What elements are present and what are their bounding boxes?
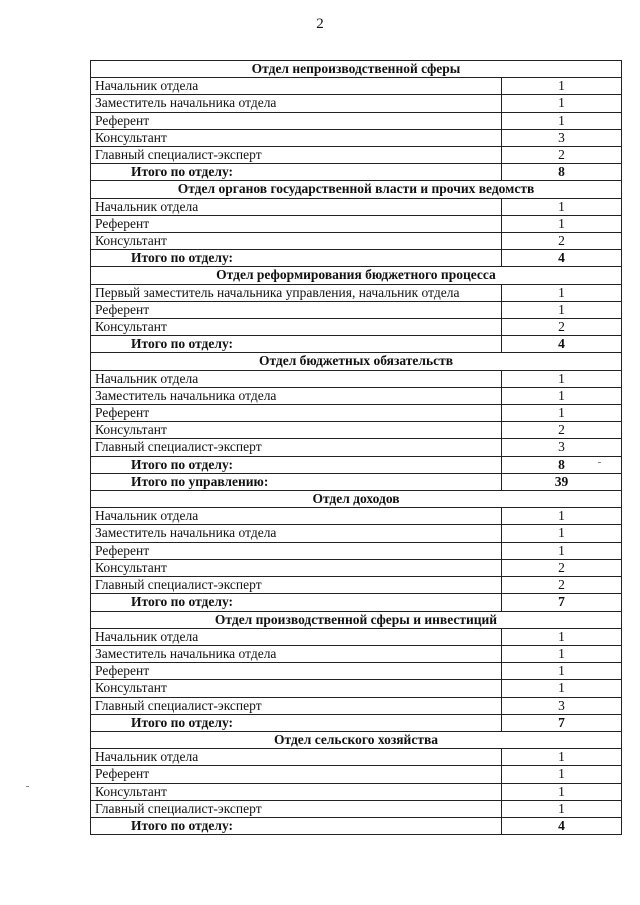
total-label: Итого по управлению: xyxy=(91,473,502,490)
section-header-row xyxy=(91,491,622,508)
count-cell: 1 xyxy=(502,284,622,301)
position-cell: Начальник отдела xyxy=(91,198,502,215)
table-row xyxy=(91,422,622,439)
count-cell: 3 xyxy=(502,439,622,456)
position-cell: Консультант xyxy=(91,319,502,336)
position-cell: Начальник отдела xyxy=(91,78,502,95)
total-label: Итого по отделу: xyxy=(91,164,502,181)
count-cell: 3 xyxy=(502,129,622,146)
section-header-row xyxy=(91,181,622,198)
total-value: 4 xyxy=(502,817,622,834)
table-row xyxy=(91,525,622,542)
count-cell: 1 xyxy=(502,542,622,559)
total-label: Итого по отделу: xyxy=(91,594,502,611)
total-value: 8 xyxy=(502,164,622,181)
table-row xyxy=(91,284,622,301)
table-row xyxy=(91,628,622,645)
total-row xyxy=(91,456,622,473)
position-cell: Референт xyxy=(91,112,502,129)
count-cell: 1 xyxy=(502,766,622,783)
position-cell: Главный специалист-эксперт xyxy=(91,800,502,817)
position-cell: Начальник отдела xyxy=(91,370,502,387)
count-cell: 1 xyxy=(502,198,622,215)
table-row xyxy=(91,78,622,95)
table-row xyxy=(91,766,622,783)
staffing-table xyxy=(90,60,622,835)
section-header-row xyxy=(91,353,622,370)
table-row xyxy=(91,663,622,680)
total-value: 7 xyxy=(502,594,622,611)
scan-speck xyxy=(26,786,29,787)
table-row xyxy=(91,542,622,559)
count-cell: 1 xyxy=(502,405,622,422)
total-value: 7 xyxy=(502,714,622,731)
total-label: Итого по отделу: xyxy=(91,250,502,267)
section-header-row xyxy=(91,267,622,284)
total-row xyxy=(91,594,622,611)
total-label: Итого по отделу: xyxy=(91,456,502,473)
total-row xyxy=(91,164,622,181)
position-cell: Главный специалист-эксперт xyxy=(91,697,502,714)
position-cell: Референт xyxy=(91,542,502,559)
count-cell: 1 xyxy=(502,663,622,680)
section-title: Отдел бюджетных обязательств xyxy=(91,353,622,370)
position-cell: Референт xyxy=(91,766,502,783)
table-row xyxy=(91,405,622,422)
total-row xyxy=(91,714,622,731)
table-row xyxy=(91,112,622,129)
total-label: Итого по отделу: xyxy=(91,817,502,834)
position-cell: Консультант xyxy=(91,129,502,146)
position-cell: Референт xyxy=(91,301,502,318)
position-cell: Заместитель начальника отдела xyxy=(91,525,502,542)
count-cell: 3 xyxy=(502,697,622,714)
count-cell: 1 xyxy=(502,783,622,800)
position-cell: Заместитель начальника отдела xyxy=(91,387,502,404)
count-cell: 1 xyxy=(502,508,622,525)
table-row xyxy=(91,387,622,404)
position-cell: Консультант xyxy=(91,559,502,576)
table-row xyxy=(91,439,622,456)
position-cell: Консультант xyxy=(91,422,502,439)
position-cell: Консультант xyxy=(91,680,502,697)
position-cell: Консультант xyxy=(91,783,502,800)
total-label: Итого по отделу: xyxy=(91,714,502,731)
count-cell: 1 xyxy=(502,645,622,662)
position-cell: Главный специалист-эксперт xyxy=(91,439,502,456)
count-cell: 1 xyxy=(502,301,622,318)
count-cell: 1 xyxy=(502,525,622,542)
section-header-row xyxy=(91,61,622,78)
count-cell: 2 xyxy=(502,233,622,250)
table-row xyxy=(91,749,622,766)
position-cell: Начальник отдела xyxy=(91,508,502,525)
section-title: Отдел доходов xyxy=(91,491,622,508)
section-header-row xyxy=(91,731,622,748)
table-row xyxy=(91,697,622,714)
position-cell: Заместитель начальника отдела xyxy=(91,95,502,112)
total-row xyxy=(91,336,622,353)
table-row xyxy=(91,233,622,250)
table-row xyxy=(91,129,622,146)
table-row xyxy=(91,301,622,318)
count-cell: 1 xyxy=(502,78,622,95)
page-number: 2 xyxy=(316,16,324,32)
total-label: Итого по отделу: xyxy=(91,336,502,353)
count-cell: 1 xyxy=(502,95,622,112)
table-row xyxy=(91,198,622,215)
position-cell: Заместитель начальника отдела xyxy=(91,645,502,662)
table-row xyxy=(91,95,622,112)
count-cell: 2 xyxy=(502,319,622,336)
position-cell: Начальник отдела xyxy=(91,749,502,766)
section-title: Отдел органов государственной власти и прочих ведомств xyxy=(91,181,622,198)
section-title: Отдел непроизводственной сферы xyxy=(91,61,622,78)
table-row xyxy=(91,508,622,525)
section-title: Отдел производственной сферы и инвестиций xyxy=(91,611,622,628)
count-cell: 2 xyxy=(502,559,622,576)
position-cell: Главный специалист-эксперт xyxy=(91,577,502,594)
total-row xyxy=(91,473,622,490)
position-cell: Референт xyxy=(91,405,502,422)
count-cell: 1 xyxy=(502,749,622,766)
count-cell: 1 xyxy=(502,628,622,645)
section-title: Отдел сельского хозяйства xyxy=(91,731,622,748)
total-value: 4 xyxy=(502,336,622,353)
count-cell: 1 xyxy=(502,215,622,232)
total-value: 4 xyxy=(502,250,622,267)
position-cell: Первый заместитель начальника управления, начальник отдела xyxy=(91,284,502,301)
count-cell: 2 xyxy=(502,422,622,439)
position-cell: Начальник отдела xyxy=(91,628,502,645)
table-row xyxy=(91,645,622,662)
table-row xyxy=(91,559,622,576)
table-row xyxy=(91,147,622,164)
count-cell: 1 xyxy=(502,680,622,697)
total-value: 39 xyxy=(502,473,622,490)
total-row xyxy=(91,250,622,267)
table-row xyxy=(91,319,622,336)
count-cell: 1 xyxy=(502,370,622,387)
position-cell: Консультант xyxy=(91,233,502,250)
count-cell: 2 xyxy=(502,577,622,594)
total-row xyxy=(91,817,622,834)
count-cell: 1 xyxy=(502,112,622,129)
table-row xyxy=(91,577,622,594)
table-row xyxy=(91,800,622,817)
count-cell: 1 xyxy=(502,387,622,404)
section-header-row xyxy=(91,611,622,628)
position-cell: Референт xyxy=(91,215,502,232)
position-cell: Референт xyxy=(91,663,502,680)
count-cell: 2 xyxy=(502,147,622,164)
table-row xyxy=(91,783,622,800)
total-value: 8 xyxy=(502,456,622,473)
count-cell: 1 xyxy=(502,800,622,817)
section-title: Отдел реформирования бюджетного процесса xyxy=(91,267,622,284)
scan-speck xyxy=(598,462,601,463)
table-row xyxy=(91,370,622,387)
table-row xyxy=(91,215,622,232)
table-row xyxy=(91,680,622,697)
staffing-table-body xyxy=(91,61,622,835)
position-cell: Главный специалист-эксперт xyxy=(91,147,502,164)
